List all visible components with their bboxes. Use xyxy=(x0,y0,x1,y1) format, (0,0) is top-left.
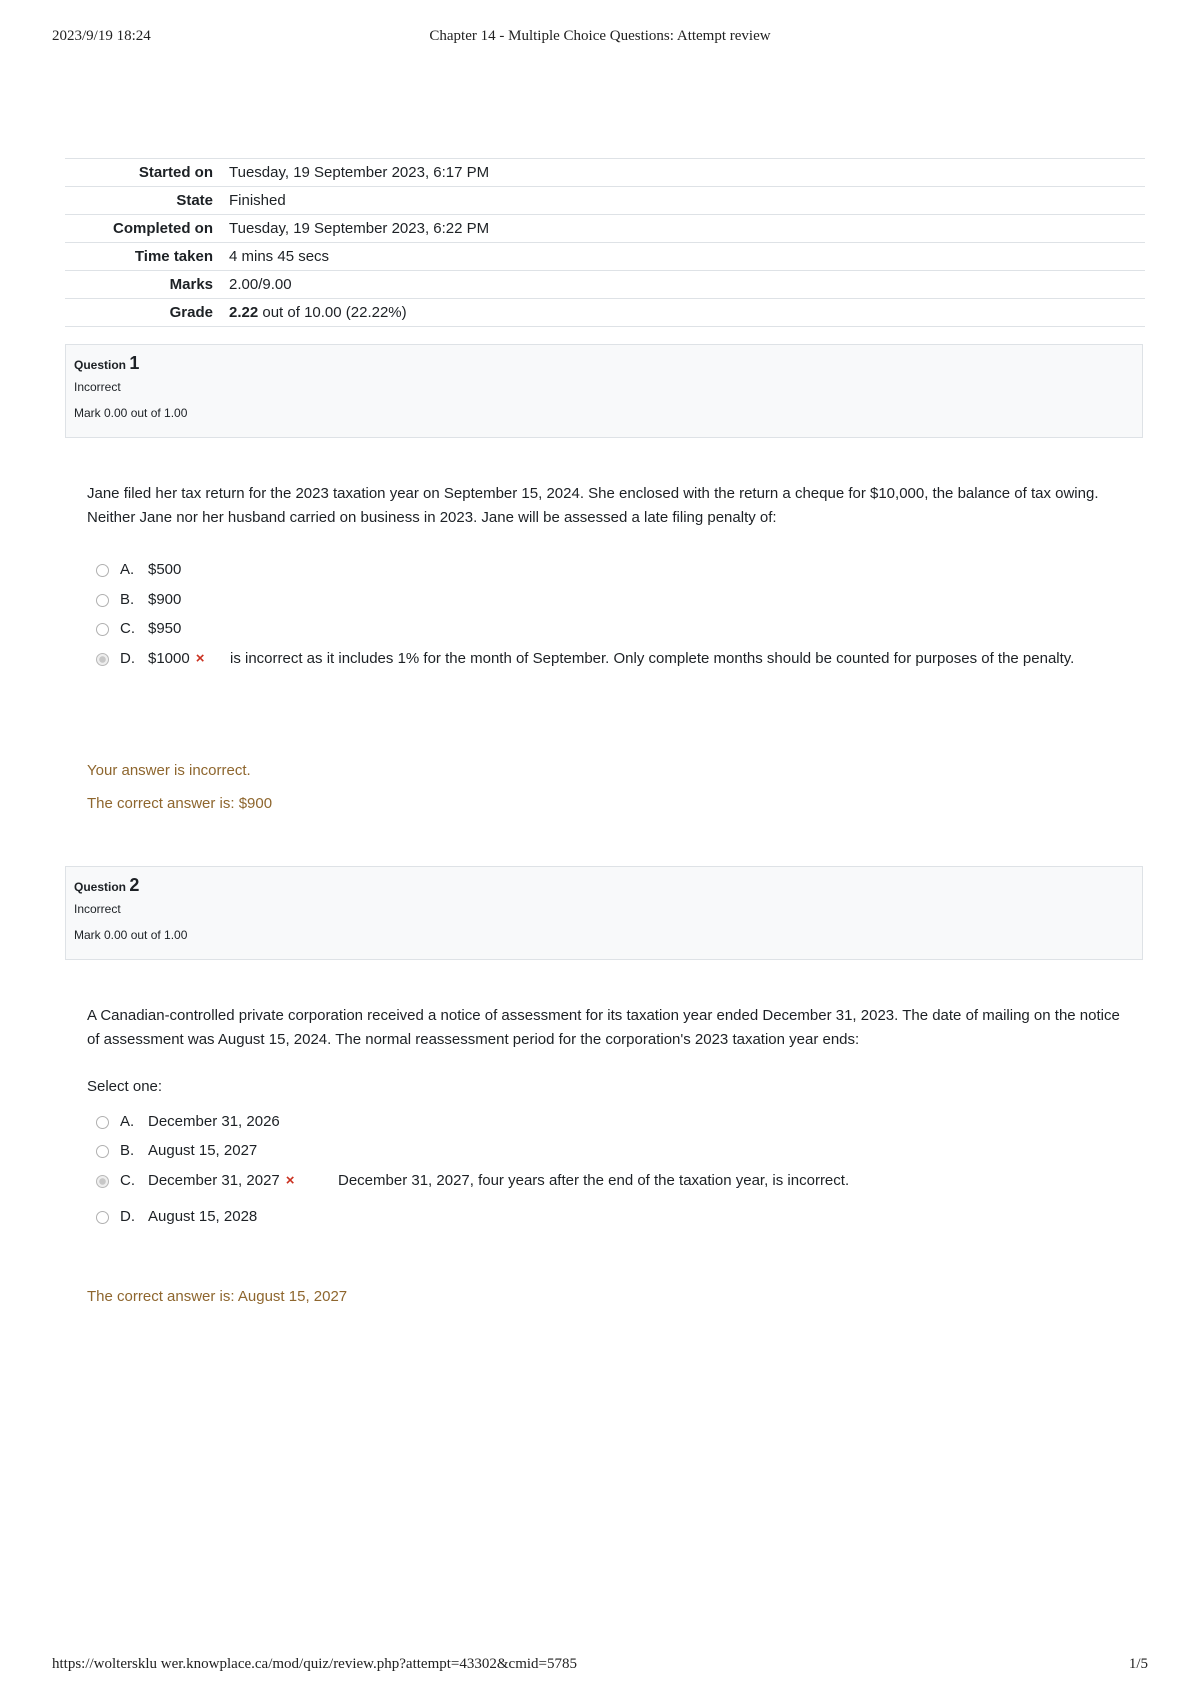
summary-value: 2.00/9.00 xyxy=(221,271,1145,299)
question-1-option-b[interactable] xyxy=(96,588,181,612)
question-number: Question 2 xyxy=(74,875,140,895)
summary-row-grade xyxy=(65,299,1145,327)
question-mark: Mark 0.00 out of 1.00 xyxy=(74,928,188,942)
print-header xyxy=(52,28,1148,48)
question-2-specific-feedback: December 31, 2027, four years after the end of the taxation year, is incorrect. xyxy=(338,1172,850,1189)
option-letter: B. xyxy=(120,1142,135,1159)
option-text: December 31, 2027 xyxy=(148,1172,280,1189)
option-text: $1000 xyxy=(148,650,190,667)
question-1-right-answer: The correct answer is: $900 xyxy=(87,795,273,812)
option-letter: C. xyxy=(120,620,135,637)
question-state: Incorrect xyxy=(74,380,121,394)
print-title: Chapter 14 - Multiple Choice Questions: Attempt review xyxy=(429,28,771,44)
summary-value: Finished xyxy=(221,187,1145,215)
option-text: $500 xyxy=(148,561,182,578)
select-one-prompt: Select one: xyxy=(87,1078,163,1095)
question-2-option-a[interactable] xyxy=(96,1110,280,1134)
print-date: 2023/9/19 18:24 xyxy=(52,28,151,44)
option-text: August 15, 2028 xyxy=(148,1208,258,1225)
question-2-option-c[interactable] xyxy=(96,1169,295,1193)
radio-button[interactable] xyxy=(96,623,109,636)
question-2-text: A Canadian-controlled private corporation received a notice of assessment for its taxation year ended December 31, 2023. The date of mailing on the notice of assessment was August 15, 2024. The normal reassessment period for the corporation's 2023 taxation year ends: xyxy=(87,1007,1120,1048)
question-1-option-c[interactable] xyxy=(96,617,181,641)
radio-button-selected[interactable] xyxy=(96,1175,109,1188)
grade-out-of: out of 10.00 (22.22%) xyxy=(262,304,407,321)
radio-button[interactable] xyxy=(96,1211,109,1224)
radio-button[interactable] xyxy=(96,1145,109,1158)
option-letter: C. xyxy=(120,1172,135,1189)
option-letter: D. xyxy=(120,650,135,667)
radio-button-selected[interactable] xyxy=(96,653,109,666)
question-1-text: Jane filed her tax return for the 2023 taxation year on September 15, 2024. She enclosed with the return a cheque for $10,000, the balance of tax owing. Neither Jane nor her husband carried on business in 2023. Jane will be assessed a late filing penalty of: xyxy=(87,485,1099,526)
option-text: $950 xyxy=(148,620,182,637)
summary-label: State xyxy=(65,187,221,215)
question-2-option-d[interactable] xyxy=(96,1205,257,1229)
summary-value: 4 mins 45 secs xyxy=(221,243,1145,271)
question-1-info-box xyxy=(65,344,1143,438)
radio-button[interactable] xyxy=(96,1116,109,1129)
question-2-option-b[interactable] xyxy=(96,1139,257,1163)
summary-label: Time taken xyxy=(65,243,221,271)
question-2-right-answer: The correct answer is: August 15, 2027 xyxy=(87,1288,348,1305)
summary-value xyxy=(221,299,1145,327)
incorrect-icon: × xyxy=(285,1172,295,1189)
summary-label: Completed on xyxy=(65,215,221,243)
question-1-option-a[interactable] xyxy=(96,558,181,582)
question-2-info-box xyxy=(65,866,1143,960)
question-state: Incorrect xyxy=(74,902,121,916)
question-1-specific-feedback: is incorrect as it includes 1% for the month of September. Only complete months should be counted for purposes of the penalty. xyxy=(230,650,1075,667)
summary-row-marks xyxy=(65,271,1145,299)
summary-row-state xyxy=(65,187,1145,215)
summary-row-time-taken xyxy=(65,243,1145,271)
option-letter: A. xyxy=(120,561,135,578)
option-text: $900 xyxy=(148,591,182,608)
attempt-summary-table xyxy=(65,158,1145,327)
option-letter: A. xyxy=(120,1113,135,1130)
page-number: 1/5 xyxy=(1128,1656,1148,1672)
summary-label: Started on xyxy=(65,159,221,187)
radio-button[interactable] xyxy=(96,564,109,577)
question-number: Question 1 xyxy=(74,353,140,373)
grade-score: 2.22 xyxy=(229,304,259,321)
question-1-option-d[interactable] xyxy=(96,647,204,671)
question-1-your-answer: Your answer is incorrect. xyxy=(87,762,251,779)
incorrect-icon: × xyxy=(195,650,205,667)
print-footer xyxy=(52,1656,1148,1676)
option-letter: D. xyxy=(120,1208,135,1225)
option-text: August 15, 2027 xyxy=(148,1142,258,1159)
question-mark: Mark 0.00 out of 1.00 xyxy=(74,406,188,420)
radio-button[interactable] xyxy=(96,594,109,607)
summary-label: Marks xyxy=(65,271,221,299)
option-letter: B. xyxy=(120,591,135,608)
summary-value: Tuesday, 19 September 2023, 6:17 PM xyxy=(221,159,1145,187)
summary-value: Tuesday, 19 September 2023, 6:22 PM xyxy=(221,215,1145,243)
option-text: December 31, 2026 xyxy=(148,1113,280,1130)
summary-row-started xyxy=(65,159,1145,187)
summary-row-completed xyxy=(65,215,1145,243)
print-url: https://woltersklu wer.knowplace.ca/mod/quiz/review.php?attempt=43302&cmid=5785 xyxy=(52,1656,577,1672)
summary-label: Grade xyxy=(65,299,221,327)
